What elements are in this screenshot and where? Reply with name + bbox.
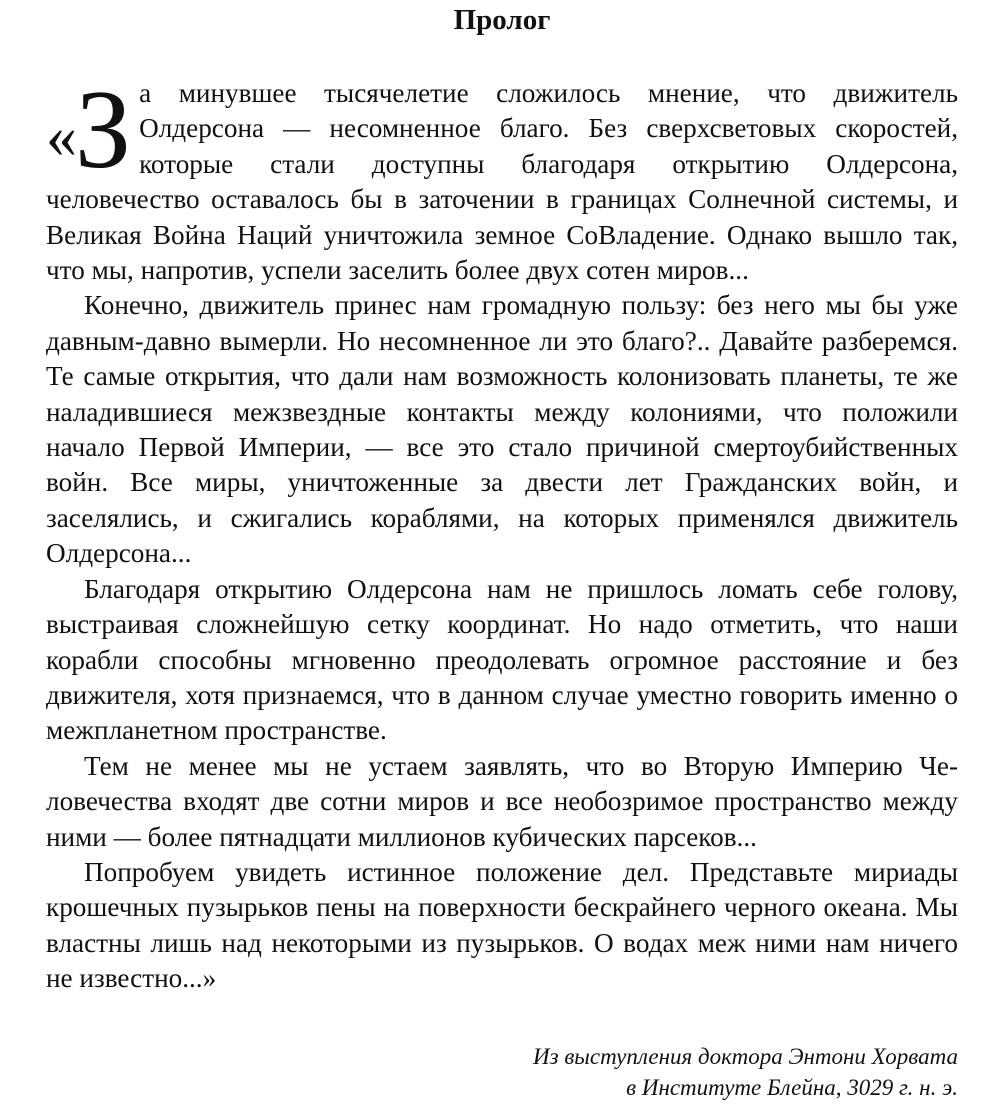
chapter-title: Пролог bbox=[453, 4, 551, 36]
paragraph-1-text: а минувшее тысячелетие сложилось мнение, что движитель Олдерсона — несомненное благо. Без сверхсветовых скоростей, которые стали доступны благодаря открытию Олдерсона, человечество оставалось бы в заточении в границах Солнечной системы, и Великая Война Наций уничтожила земное СоВладение. Однако вышло так, что мы, напротив, успели заселить более двух сотен миров... bbox=[46, 78, 958, 286]
paragraph-1 bbox=[46, 68, 958, 288]
paragraph-2: Конечно, движитель принес нам громадную пользу: без него мы бы уже давным-давно вымерли. Но несомненное ли это благо?.. Давайте разберемся. Те самые открытия, что дали нам возможность колонизовать планеты, те же наладившиеся межзвездные контакты между колониями, что положили начало Первой Империи, — все это стало причиной смертоубийственных войн. Все миры, уничтоженные за двести лет Гражданских войн, и заселялись, и сжигались кораблями, на которых применялся движитель Олдерсона... bbox=[46, 290, 958, 569]
paragraph-5: Попробуем увидеть истинное положение дел. Представьте мириады крошечных пузырьков пены на поверхности бескрайнего черного океана. Мы властны лишь над некоторыми из пузырьков. О водах меж ними нам ничего не известно...» bbox=[46, 856, 958, 994]
drop-cap bbox=[46, 68, 132, 192]
attribution bbox=[533, 1041, 958, 1103]
paragraph-4: Тем не менее мы не устаем заявлять, что во Вторую Империю Человечества входят две сотни миров и все необозримое пространство между ними — более пятнадцати миллионов кубических парсеков... bbox=[46, 750, 958, 852]
attribution-line-2: в Институте Блейна, 3029 г. н. э. bbox=[626, 1075, 958, 1100]
drop-cap-letter: З bbox=[75, 68, 132, 192]
drop-cap-quote-mark: « bbox=[46, 103, 77, 171]
attribution-line-1: Из выступления доктора Энтони Хорвата bbox=[532, 1044, 958, 1069]
prologue-text bbox=[46, 68, 958, 997]
paragraph-3: Благодаря открытию Олдерсона нам не пришлось ломать себе голову, выстраивая сложнейшую сетку координат. Но надо отметить, что наши корабли способны мгновенно преодолевать огромное расстояние и без движителя, хотя признаемся, что в данном случае уместно говорить именно о межпланетном пространстве. bbox=[46, 573, 958, 746]
book-page bbox=[46, 0, 958, 1107]
